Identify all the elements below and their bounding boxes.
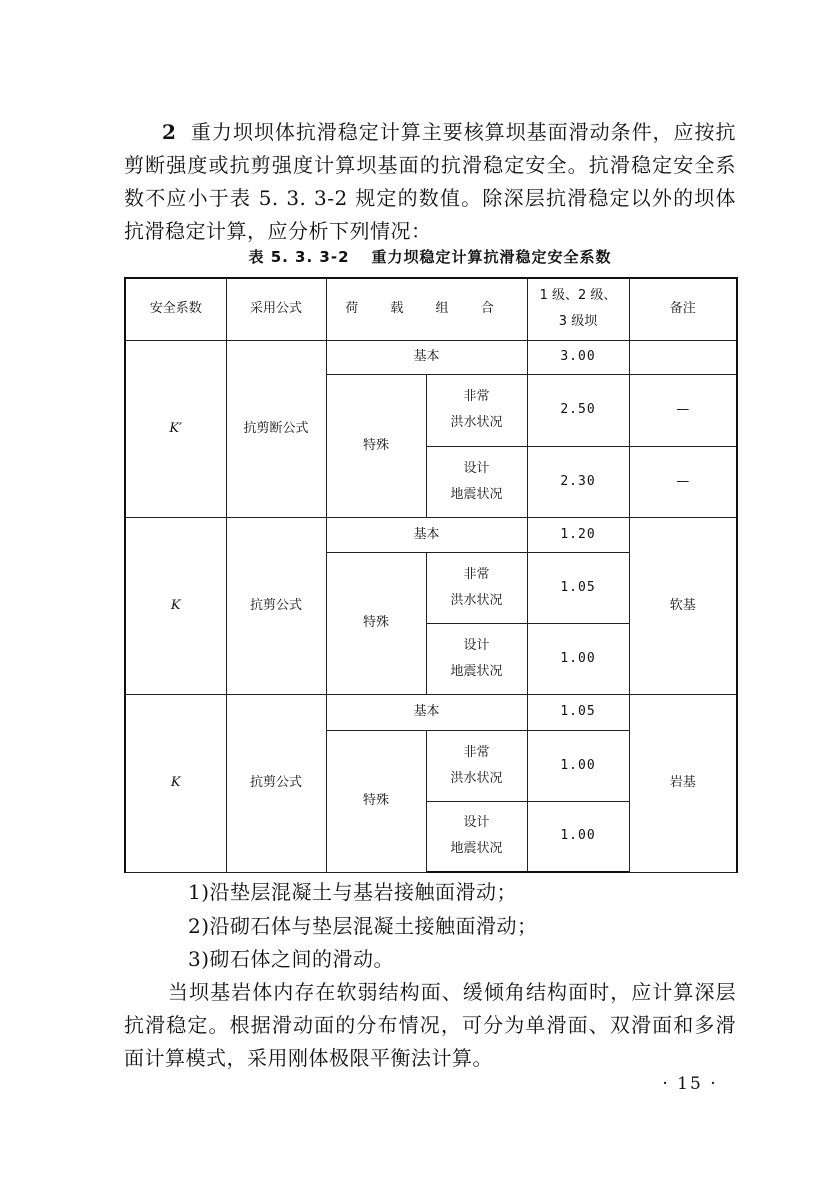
group1-special-label: 特殊 [326, 374, 426, 517]
header-load: 荷 载 组 合 [326, 278, 527, 340]
group1-quake-line2: 地震状况 [450, 486, 503, 502]
group2-flood-label [426, 552, 527, 623]
group2-quake-label [426, 623, 527, 694]
table-header-row [125, 278, 737, 340]
header-remark: 备注 [629, 278, 737, 340]
paragraph-1-text: 重力坝坝体抗滑稳定计算主要核算坝基面滑动条件，应按抗剪断强度或抗剪强度计算坝基面的抗滑稳定安全。抗滑稳定安全系数不应小于表 5. 3. 3-2 规定的数值。除深层抗滑稳定以外的坝体抗滑稳定计算，应分析下列情况： [124, 120, 736, 243]
table-caption-title: 重力坝稳定计算抗滑稳定安全系数 [371, 248, 612, 266]
group2-factor: K [125, 517, 226, 694]
group1-basic-remark [629, 340, 737, 374]
group3-flood-value: 1.00 [527, 730, 629, 801]
group1-flood-value: 2.50 [527, 374, 629, 446]
item-number: 2 [162, 120, 177, 144]
group1-factor: K′ [125, 340, 226, 517]
group1-basic-label: 基本 [326, 340, 527, 374]
table-row [125, 340, 737, 374]
group3-quake-value: 1.00 [527, 801, 629, 872]
group2-quake-line2: 地震状况 [450, 663, 503, 679]
group2-basic-value: 1.20 [527, 517, 629, 552]
group1-flood-line2: 洪水状况 [450, 415, 503, 430]
group2-flood-line2: 洪水状况 [450, 592, 503, 608]
group3-remark: 岩基 [629, 694, 737, 872]
group3-flood-line1: 非常 [463, 744, 490, 760]
header-grade [527, 278, 629, 340]
paragraph-2: 当坝基岩体内存在软弱结构面、缓倾角结构面时，应计算深层抗滑稳定。根据滑动面的分布情况，可分为单滑面、双滑面和多滑面计算模式，采用刚体极限平衡法计算。 [124, 980, 736, 1070]
list-item: 3)砌石体之间的滑动。 [188, 947, 395, 971]
group3-flood-line2: 洪水状况 [450, 770, 503, 786]
group1-quake-label [426, 446, 527, 517]
group3-basic-value: 1.05 [527, 694, 629, 730]
group3-basic-label: 基本 [326, 694, 527, 730]
group1-flood-line1: 非常 [463, 389, 490, 404]
header-grade-line2: 3 级坝 [558, 314, 598, 330]
group3-formula: 抗剪公式 [226, 694, 326, 872]
group2-formula: 抗剪公式 [226, 517, 326, 694]
table-caption-number: 表 5. 3. 3-2 [248, 248, 350, 266]
safety-factor-table [124, 277, 738, 873]
table-row [125, 694, 737, 730]
group3-quake-line1: 设计 [463, 815, 490, 831]
group1-quake-line1: 设计 [463, 460, 490, 476]
group1-formula: 抗剪断公式 [226, 340, 326, 517]
group2-flood-value: 1.05 [527, 552, 629, 623]
group3-quake-line2: 地震状况 [450, 841, 503, 857]
group2-basic-label: 基本 [326, 517, 527, 552]
group3-quake-label [426, 801, 527, 872]
header-factor: 安全系数 [125, 278, 226, 340]
group2-remark: 软基 [629, 517, 737, 694]
paragraph-1 [124, 116, 736, 248]
header-grade-line1: 1 级、2 级、 [539, 288, 617, 304]
group1-quake-value: 2.30 [527, 446, 629, 517]
list-item: 1)沿垫层混凝土与基岩接触面滑动； [188, 880, 518, 904]
group1-basic-value: 3.00 [527, 340, 629, 374]
group1-flood-remark: — [629, 374, 737, 446]
table-row [125, 517, 737, 552]
list-item: 2)沿砌石体与垫层混凝土接触面滑动； [188, 914, 538, 938]
group2-flood-line1: 非常 [463, 566, 490, 582]
page-number: · 15 · [662, 1074, 718, 1094]
group3-flood-label [426, 730, 527, 801]
group2-quake-line1: 设计 [463, 637, 490, 653]
group1-flood-label [426, 374, 527, 446]
header-formula: 采用公式 [226, 278, 326, 340]
group2-special-label: 特殊 [326, 552, 426, 694]
group3-factor: K [125, 694, 226, 872]
group3-special-label: 特殊 [326, 730, 426, 872]
group1-quake-remark: — [629, 446, 737, 517]
group2-quake-value: 1.00 [527, 623, 629, 694]
table-caption [124, 246, 736, 267]
